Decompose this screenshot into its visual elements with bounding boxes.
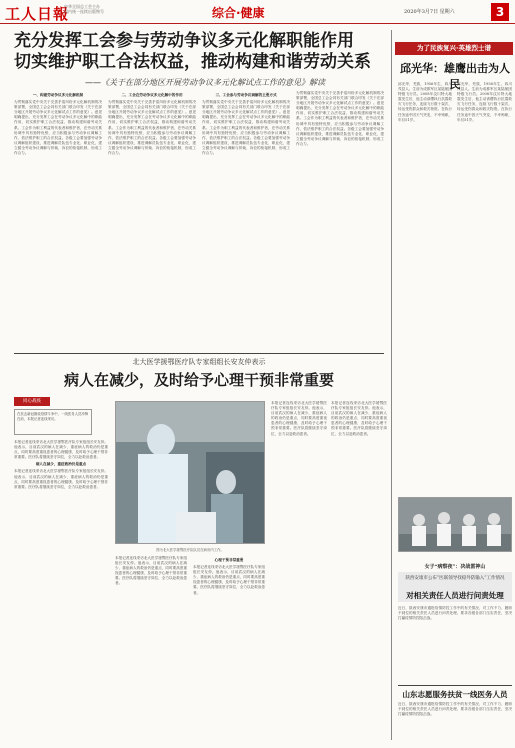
column-rule xyxy=(391,30,392,740)
sidebar-story-body xyxy=(398,606,512,684)
lead-body: 为贯彻落实党中央关于完善矛盾纠纷多元化解机制的决策部署，全国总工会会同有关部门联合印发《关于在部分地区开展劳动争议多元化解试点工作的意见》。意见明确提出，充分发挥工会在劳动争议多元化解中的职能作用，切实维护职工合法权益，推动构建和谐劳动关系。工会作为职工利益的代表者和维护者，在劳动关系协调中具有独特优势，应当积极参与劳动争议调解工作，依法维护职工的合法权益。各级工会要加强劳动争议调解组织建设，推进调解员队伍专业化、职业化，建立健全劳动争议调解与仲裁、诉讼的衔接机制，形成工作合力。 xyxy=(108,100,196,156)
section-divider xyxy=(14,353,384,354)
sidebar-kicker: 陕西安康市公布“医联领导找稳外防输入”工作情况 xyxy=(405,576,505,581)
column-tag: 同心战疫 xyxy=(14,397,50,406)
second-body: 本报记者连线采访北大医学援鄂医疗队专家组组长安友仲。他表示，目前武汉的病人在减少，重症病人的救治仍是重点，同时要高度重视患者的心理健康，及时给予心理干预非常重要。医疗队将继续坚守岗位，全力以赴救治患者。 xyxy=(331,401,387,436)
sidebar-headline: 对相关责任人员进行问责处理 xyxy=(406,591,504,600)
sidebar-story-text: 近日，陕西安康市通报疫情防控工作中的有关情况，对工作不力、履职不到位的相关责任人员进行问责处理，要求各级各部门压实责任，坚决打赢疫情防控阻击战。 xyxy=(398,702,512,717)
second-column-4 xyxy=(271,401,327,740)
newspaper-logo: 工人日報 xyxy=(5,5,70,23)
sidebar-body: 邱光华，羌族，1956年生，四川茂县人。生前为成都军区某陆航团特级飞行员。2008年汶川特大地震发生后，他主动请缨执行抗震救灾飞行任务，连续飞行数十架次，转运受伤群众和救灾物资。在执行任务途中因天气突变，不幸殉职，年仅51岁。 xyxy=(398,82,452,122)
lead-section-heading: 二、工会在劳动争议多元化解中的作用 xyxy=(121,93,183,97)
lead-body: 为贯彻落实党中央关于完善矛盾纠纷多元化解机制的决策部署，全国总工会会同有关部门联合印发《关于在部分地区开展劳动争议多元化解试点工作的意见》。意见明确提出，充分发挥工会在劳动争议多元化解中的职能作用，切实维护职工合法权益，推动构建和谐劳动关系。工会作为职工利益的代表者和维护者，在劳动关系协调中具有独特优势，应当积极参与劳动争议调解工作，依法维护职工的合法权益。各级工会要加强劳动争议调解组织建设，推进调解员队伍专业化、职业化，建立健全劳动争议调解与仲裁、诉讼的衔接机制，形成工作合力。 xyxy=(202,100,290,156)
second-kicker: 北大医学援鄂医疗队专家组组长安友仲表示 xyxy=(132,358,266,366)
second-column-2 xyxy=(115,556,187,740)
lead-section-heading: 一、构建劳动争议多元化解机制 xyxy=(32,93,84,97)
sidebar-title: 邱光华：雄鹰出击为人民 xyxy=(400,62,510,91)
lead-body: 为贯彻落实党中央关于完善矛盾纠纷多元化解机制的决策部署，全国总工会会同有关部门联合印发《关于在部分地区开展劳动争议多元化解试点工作的意见》。意见明确提出，充分发挥工会在劳动争议多元化解中的职能作用，切实维护职工合法权益，推动构建和谐劳动关系。工会作为职工利益的代表者和维护者，在劳动关系协调中具有独特优势，应当积极参与劳动争议调解工作，依法维护职工的合法权益。各级工会要加强劳动争议调解组织建设，推进调解员队伍专业化、职业化，建立健全劳动争议调解与仲裁、诉讼的衔接机制，形成工作合力。 xyxy=(296,91,384,146)
lead-headline xyxy=(14,31,384,73)
second-body: 本报记者连线采访北大医学援鄂医疗队专家组组长安友仲。他表示，目前武汉的病人在减少，重症病人的救治仍是重点，同时要高度重视患者的心理健康，及时给予心理干预非常重要。医疗队将继续坚守岗位，全力以赴救治患者。 xyxy=(271,401,327,436)
section-name: 综合·健康 xyxy=(212,6,265,20)
lead-body: 为贯彻落实党中央关于完善矛盾纠纷多元化解机制的决策部署，全国总工会会同有关部门联合印发《关于在部分地区开展劳动争议多元化解试点工作的意见》。意见明确提出，充分发挥工会在劳动争议多元化解中的职能作用，切实维护职工合法权益，推动构建和谐劳动关系。工会作为职工利益的代表者和维护者，在劳动关系协调中具有独特优势，应当积极参与劳动争议调解工作，依法维护职工的合法权益。各级工会要加强劳动争议调解组织建设，推进调解员队伍专业化、职业化，建立健全劳动争议调解与仲裁、诉讼的衔接机制，形成工作合力。 xyxy=(14,100,102,156)
photo-group xyxy=(399,498,512,552)
lead-headline-line2: 切实维护职工合法权益，推动构建和谐劳动关系 xyxy=(14,52,371,72)
sidebar-column-2 xyxy=(457,82,512,482)
second-column-3 xyxy=(193,556,265,740)
second-column-5 xyxy=(331,401,387,740)
masthead xyxy=(0,0,515,24)
second-section-heading: 病人在减少，重症救治仍是重点 xyxy=(35,462,87,467)
lead-column-2 xyxy=(108,91,196,349)
sidebar-story-body-2 xyxy=(398,702,512,742)
second-body: 本报记者连线采访北大医学援鄂医疗队专家组组长安友仲。他表示，目前武汉的病人在减少，重症病人的救治仍是重点，同时要高度重视患者的心理健康，及时给予心理干预非常重要。医疗队将继续坚守岗位，全力以赴救治患者。 xyxy=(14,440,108,460)
second-body: 本报记者连线采访北大医学援鄂医疗队专家组组长安友仲。他表示，目前武汉的病人在减少，重症病人的救治仍是重点，同时要高度重视患者的心理健康，及时给予心理干预非常重要。医疗队将继续坚守岗位，全力以赴救治患者。 xyxy=(193,565,265,595)
page-number: 3 xyxy=(491,3,509,21)
sidebar-column-1 xyxy=(398,82,452,482)
second-body: 本报记者连线采访北大医学援鄂医疗队专家组组长安友仲。他表示，目前武汉的病人在减少，重症病人的救治仍是重点，同时要高度重视患者的心理健康，及时给予心理干预非常重要。医疗队将继续坚守岗位，全力以赴救治患者。 xyxy=(115,556,187,586)
editor-note: 在抗击新冠肺炎疫情斗争中，一线医务人员冲锋在前，本报记者连线采访。 xyxy=(14,409,92,435)
second-headline: 病人在减少，及时给予心理干预非常重要 xyxy=(63,371,334,389)
lead-column-4 xyxy=(296,91,384,349)
sidebar-divider xyxy=(398,685,512,686)
sidebar-headline-2: 山东志愿服务扶贫一线医务人员 xyxy=(402,690,508,699)
sidebar-story-text: 近日，陕西安康市通报疫情防控工作中的有关情况，对工作不力、履职不到位的相关责任人员进行问责处理，要求各级各部门压实责任，坚决打赢疫情防控阻击战。 xyxy=(398,606,512,621)
sidebar-photo-title: 女子“病察夜”：决战雷神山 xyxy=(424,564,486,570)
second-body: 本报记者连线采访北大医学援鄂医疗队专家组组长安友仲。他表示，目前武汉的病人在减少，重症病人的救治仍是重点，同时要高度重视患者的心理健康，及时给予心理干预非常重要。医疗队将继续坚守岗位，全力以赴救治患者。 xyxy=(14,469,108,489)
lead-section-heading: 三、工会参与劳动争议调解的主要方式 xyxy=(215,93,277,97)
lead-subhead: ——《关于在部分地区开展劳动争议多元化解试点工作的意见》解读 xyxy=(85,78,325,87)
sidebar-photo xyxy=(398,497,512,552)
photo-medical-staff xyxy=(116,402,265,544)
lead-column-1 xyxy=(14,91,102,349)
article-photo xyxy=(115,401,265,544)
lead-headline-line1: 充分发挥工会参与劳动争议多元化解职能作用 xyxy=(14,31,354,51)
second-section-heading: 心理干预非常重要 xyxy=(214,558,244,562)
issue-date: 2020年3月7日 星期六 xyxy=(404,9,455,15)
logo-subtitle: 中华全国总工会主办 国内统一连续出版物号 xyxy=(64,4,104,14)
sidebar-body: 邱光华，羌族，1956年生，四川茂县人。生前为成都军区某陆航团特级飞行员。2008年汶川特大地震发生后，他主动请缨执行抗震救灾飞行任务，连续飞行数十架次，转运受伤群众和救灾物资。在执行任务途中因天气突变，不幸殉职，年仅51岁。 xyxy=(457,82,512,122)
sidebar-banner: 为了民族复兴·英雄烈士谱 xyxy=(395,42,513,55)
second-column-1 xyxy=(14,440,108,740)
lead-column-3 xyxy=(202,91,290,349)
photo-caption: 图为北大医学援鄂医疗队队员在病房内工作。 xyxy=(156,548,224,552)
